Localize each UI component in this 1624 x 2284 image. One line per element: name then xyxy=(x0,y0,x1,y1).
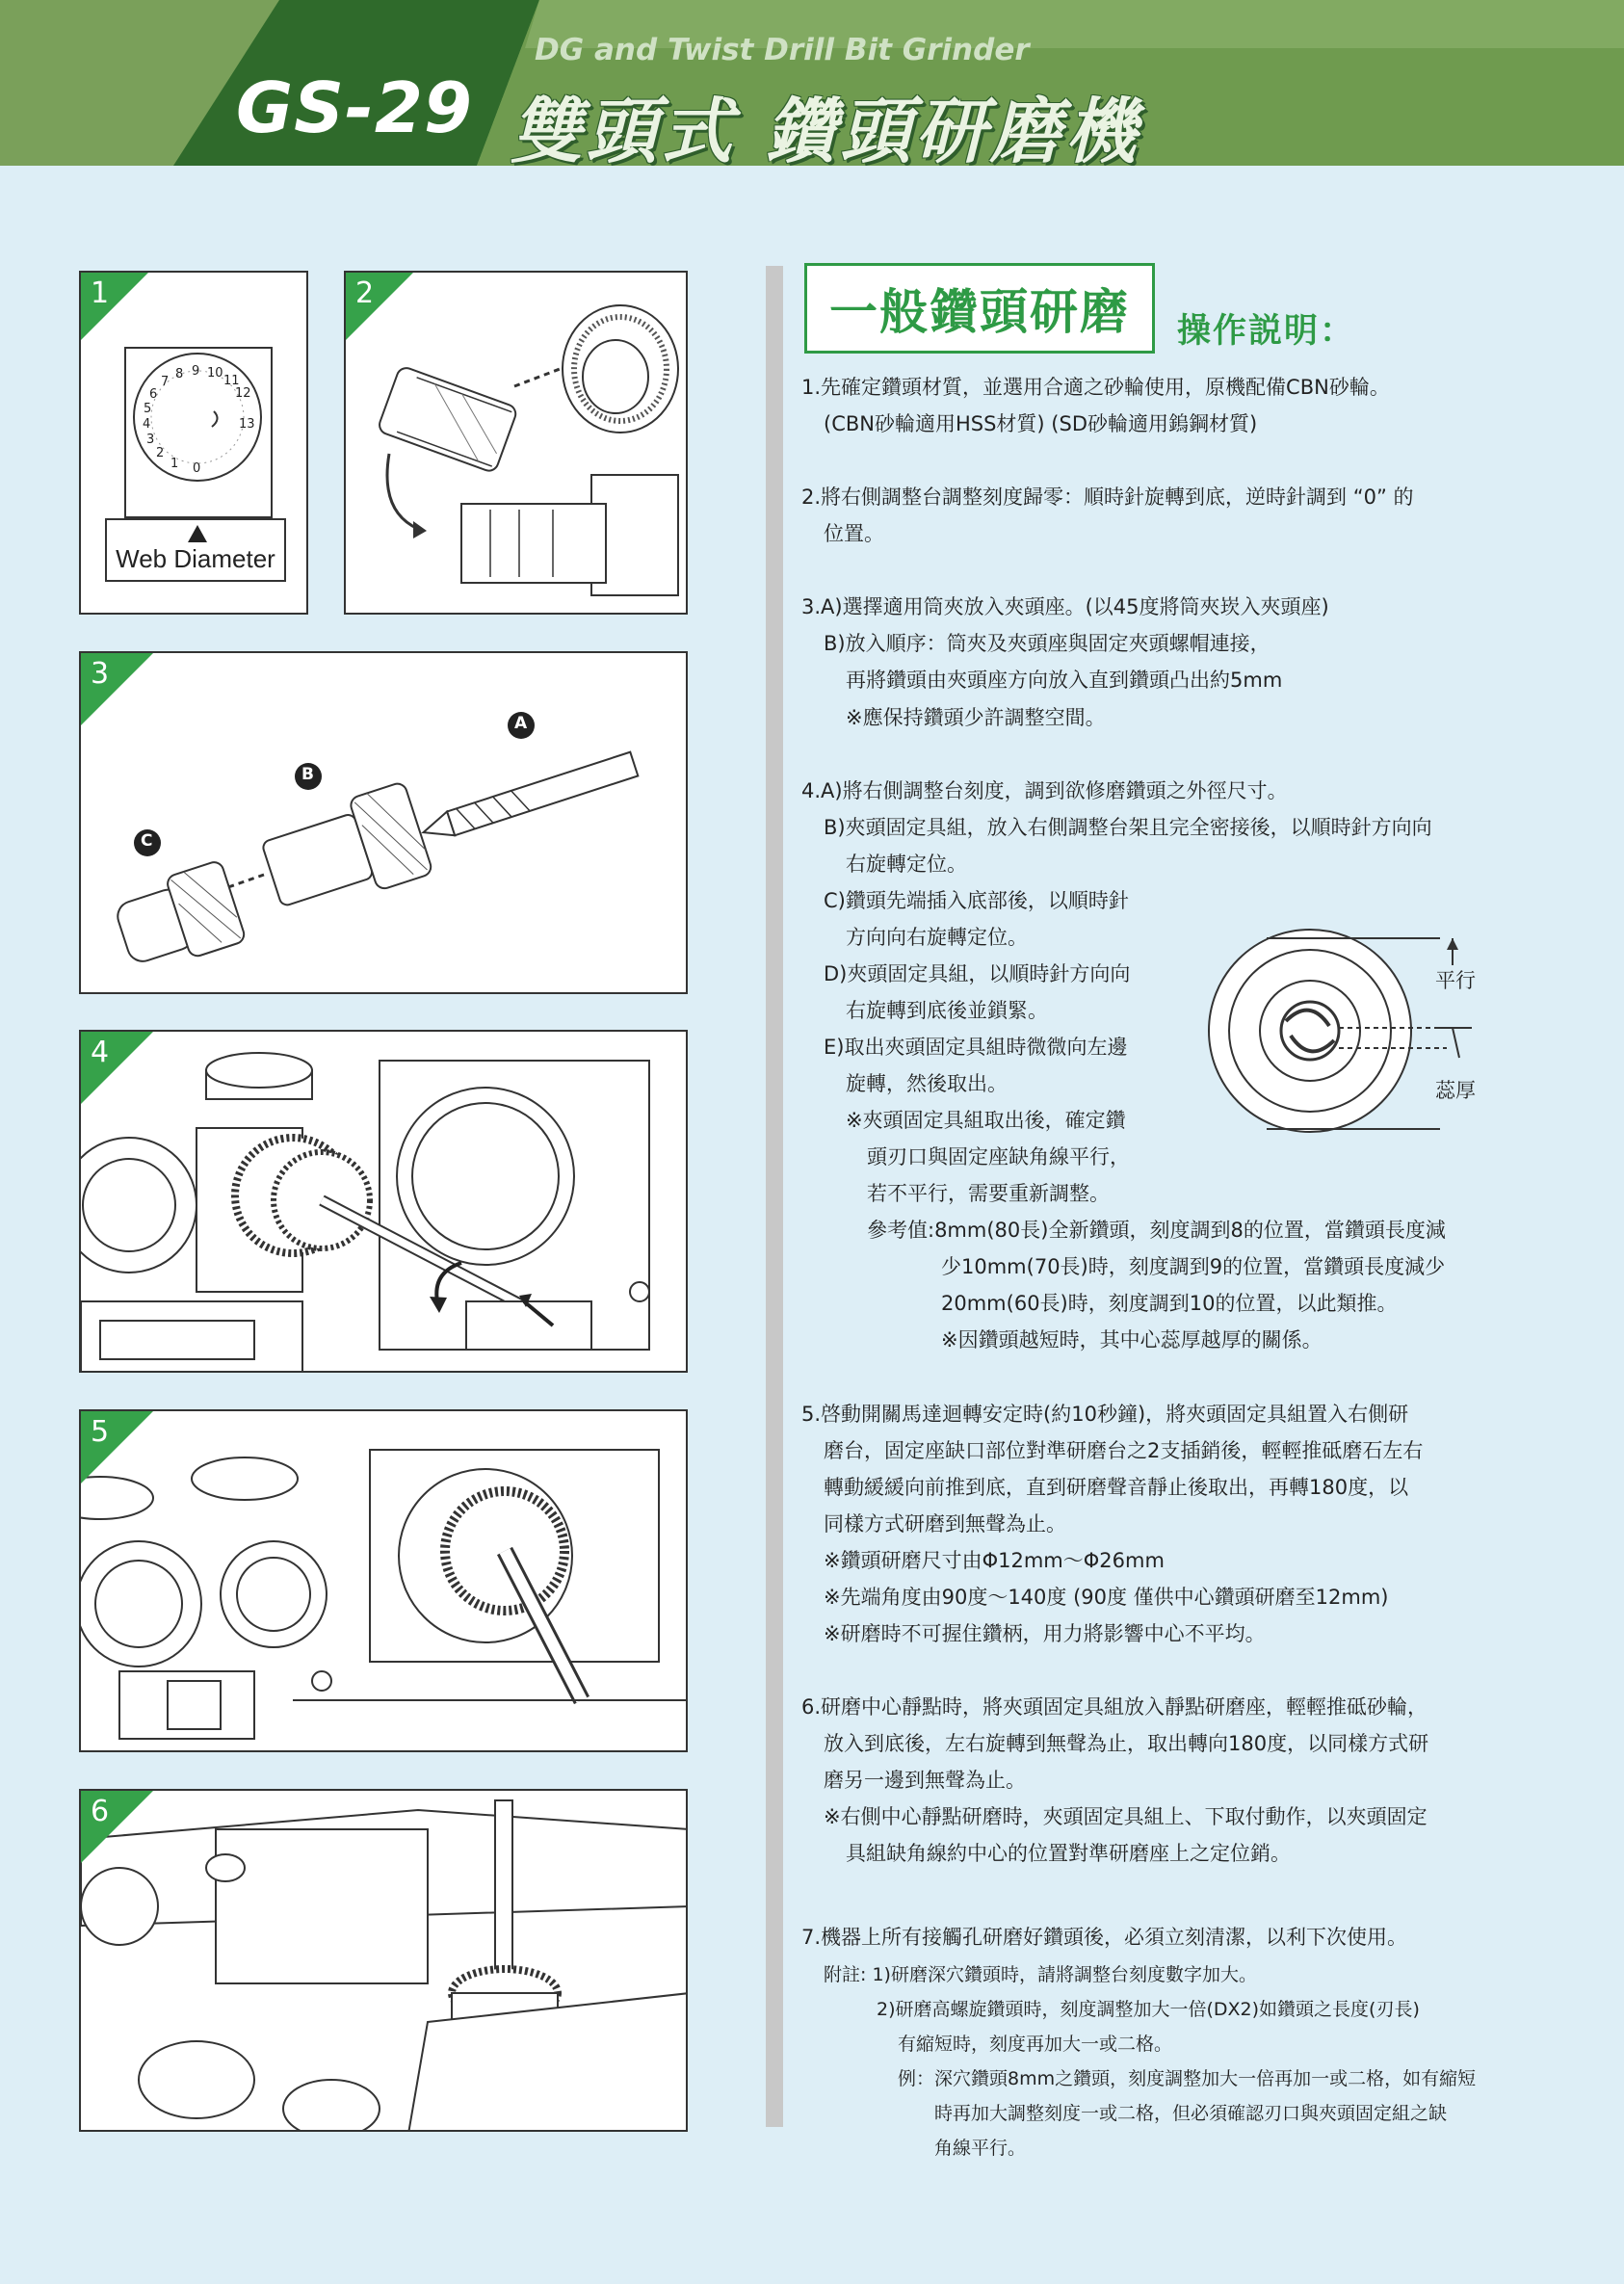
parallel-label: 平行 xyxy=(1435,969,1476,992)
marker-c: C xyxy=(141,831,153,851)
dial-number: 3 xyxy=(146,433,155,447)
dial-number: 2 xyxy=(156,446,165,460)
instruction-line: 旋轉，然後取出。 xyxy=(846,1072,1008,1095)
subtitle-english: DG and Twist Drill Bit Grinder xyxy=(535,33,1030,67)
instruction-line: 7.機器上所有接觸孔研磨好鑽頭後，必須立刻清潔，以利下次使用。 xyxy=(801,1926,1408,1949)
instruction-line: 3.A)選擇適用筒夾放入夾頭座。(以45度將筒夾崁入夾頭座) xyxy=(801,595,1329,618)
panel-4-machine-mount xyxy=(79,1030,688,1373)
panel-2-collet-insert xyxy=(344,271,688,615)
collet-illustration xyxy=(346,273,688,615)
instruction-line: 若不平行，需要重新調整。 xyxy=(867,1182,1110,1205)
title-chinese: 雙頭式 鑽頭研磨機 xyxy=(511,91,1140,166)
section-title: 一般鑽頭研磨 xyxy=(804,263,1155,354)
panel-number: 3 xyxy=(91,657,110,691)
instruction-line: 少10mm(70長)時，刻度調到9的位置，當鑽頭長度減少 xyxy=(941,1255,1446,1278)
instruction-line: 參考值:8mm(80長)全新鑽頭，刻度調到8的位置，當鑽頭長度減 xyxy=(867,1219,1446,1242)
instruction-line: 同樣方式研磨到無聲為止。 xyxy=(824,1512,1066,1536)
instruction-line: E)取出夾頭固定具組時微微向左邊 xyxy=(824,1036,1128,1059)
machine-illustration-5 xyxy=(81,1411,688,1752)
instruction-line: 磨另一邊到無聲為止。 xyxy=(824,1769,1026,1792)
marker-a: A xyxy=(514,714,528,733)
vertical-divider-bar xyxy=(766,266,783,2127)
instruction-line: 例：深穴鑽頭8mm之鑽頭，刻度調整加大一倍再加一或二格，如有縮短 xyxy=(898,2068,1477,2089)
instruction-line: 附註: 1)研磨深穴鑽頭時，請將調整台刻度數字加大。 xyxy=(824,1964,1257,1985)
instruction-line: 6.研磨中心靜點時，將夾頭固定具組放入靜點研磨座，輕輕推砥砂輪， xyxy=(801,1695,1428,1719)
dial-number: 5 xyxy=(144,402,152,416)
dial-number: 9 xyxy=(192,364,200,379)
dial-number: 4 xyxy=(143,417,151,432)
machine-illustration-6 xyxy=(81,1791,688,2132)
dial-number: 13 xyxy=(239,417,255,432)
dial-number: 0 xyxy=(193,461,201,476)
panel-number: 4 xyxy=(91,1036,110,1069)
instruction-line: 位置。 xyxy=(824,522,884,545)
instruction-line: 轉動緩緩向前推到底，直到研磨聲音靜止後取出，再轉180度，以 xyxy=(824,1476,1409,1499)
dial-number: 11 xyxy=(223,374,240,388)
panel-number: 6 xyxy=(91,1795,110,1828)
panel-number: 2 xyxy=(355,276,375,310)
instruction-line: 放入到底後，左右旋轉到無聲為止，取出轉向180度，以同樣方式研 xyxy=(824,1732,1429,1755)
instruction-line: 頭刃口與固定座缺角線平行， xyxy=(867,1145,1130,1168)
marker-b: B xyxy=(301,765,314,784)
instruction-line: 2.將右側調整台調整刻度歸零：順時針旋轉到底，逆時針調到 “0” 的 xyxy=(801,486,1414,509)
instruction-line: ※應保持鑽頭少許調整空間。 xyxy=(846,706,1106,729)
panel-6-center-point xyxy=(79,1789,688,2132)
instruction-line: D)夾頭固定具組，以順時針方向向 xyxy=(824,962,1131,985)
header-banner xyxy=(0,0,1624,166)
instruction-line: ※夾頭固定具組取出後，確定鑽 xyxy=(846,1109,1126,1132)
panel-3-assembly xyxy=(79,651,688,994)
instruction-line: ※鑽頭研磨尺寸由Φ12mm～Φ26mm xyxy=(824,1549,1165,1572)
instruction-line: 再將鑽頭由夾頭座方向放入直到鑽頭凸出約5mm xyxy=(846,669,1283,692)
instruction-line: ※先端角度由90度～140度 (90度 僅供中心鑽頭研磨至12mm) xyxy=(824,1586,1389,1609)
web-diameter-label: Web Diameter xyxy=(116,544,275,573)
panel-number: 5 xyxy=(91,1415,110,1449)
instruction-line: 有縮短時，刻度再加大一或二格。 xyxy=(898,2034,1173,2055)
dial-number: 7 xyxy=(161,375,170,389)
instruction-line: ※因鑽頭越短時，其中心蕊厚越厚的關係。 xyxy=(941,1328,1323,1352)
instruction-line: 20mm(60長)時，刻度調到10的位置，以此類推。 xyxy=(941,1292,1398,1315)
instruction-line: 磨台，固定座缺口部位對準研磨台之2支插銷後，輕輕推砥磨石左右 xyxy=(824,1439,1424,1462)
panel-5-grinding xyxy=(79,1409,688,1752)
dial-number: 12 xyxy=(235,386,251,401)
instruction-line: 時再加大調整刻度一或二格，但必須確認刃口與夾頭固定組之缺 xyxy=(934,2103,1448,2124)
instruction-line: C)鑽頭先端插入底部後，以順時針 xyxy=(824,889,1129,912)
instruction-line: (CBN砂輪適用HSS材質) (SD砂輪適用鎢鋼材質) xyxy=(824,412,1258,435)
instruction-line: 4.A)將右側調整台刻度，調到欲修磨鑽頭之外徑尺寸。 xyxy=(801,779,1288,802)
instruction-line: 方向向右旋轉定位。 xyxy=(846,926,1028,949)
instruction-line: 1.先確定鑽頭材質，並選用合適之砂輪使用，原機配備CBN砂輪。 xyxy=(801,376,1390,399)
web-thickness-label: 蕊厚 xyxy=(1435,1079,1476,1102)
web-thickness-diagram xyxy=(1194,915,1483,1146)
instruction-line: B)夾頭固定具組，放入右側調整台架且完全密接後，以順時針方向向 xyxy=(824,816,1432,839)
instruction-line: B)放入順序：筒夾及夾頭座與固定夾頭螺帽連接， xyxy=(824,632,1270,655)
instruction-line: 5.啓動開關馬達迴轉安定時(約10秒鐘)，將夾頭固定具組置入右側研 xyxy=(801,1403,1409,1426)
instruction-line: 右旋轉到底後並鎖緊。 xyxy=(846,999,1048,1022)
assembly-illustration xyxy=(81,653,688,994)
panel-1-web-diameter xyxy=(79,271,308,615)
dial-number: 1 xyxy=(170,457,179,471)
instruction-line: 角線平行。 xyxy=(934,2138,1027,2159)
model-name: GS-29 xyxy=(236,67,474,148)
instruction-line: 2)研磨高螺旋鑽頭時，刻度調整加大一倍(DX2)如鑽頭之長度(刃長) xyxy=(877,1999,1420,2020)
section-subtitle: 操作説明： xyxy=(1177,312,1356,351)
instruction-line: 具組缺角線約中心的位置對準研磨座上之定位銷。 xyxy=(846,1842,1291,1865)
instruction-line: ※研磨時不可握住鑽柄，用力將影響中心不平均。 xyxy=(824,1622,1266,1645)
machine-illustration-4 xyxy=(81,1032,688,1373)
dial-number: 6 xyxy=(149,387,158,402)
instruction-line: 右旋轉定位。 xyxy=(846,853,967,876)
dial-number: 8 xyxy=(175,367,184,381)
dial-number: 10 xyxy=(207,366,223,381)
panel-number: 1 xyxy=(91,276,110,310)
instruction-line: ※右側中心靜點研磨時，夾頭固定具組上、下取付動作，以夾頭固定 xyxy=(824,1805,1428,1828)
